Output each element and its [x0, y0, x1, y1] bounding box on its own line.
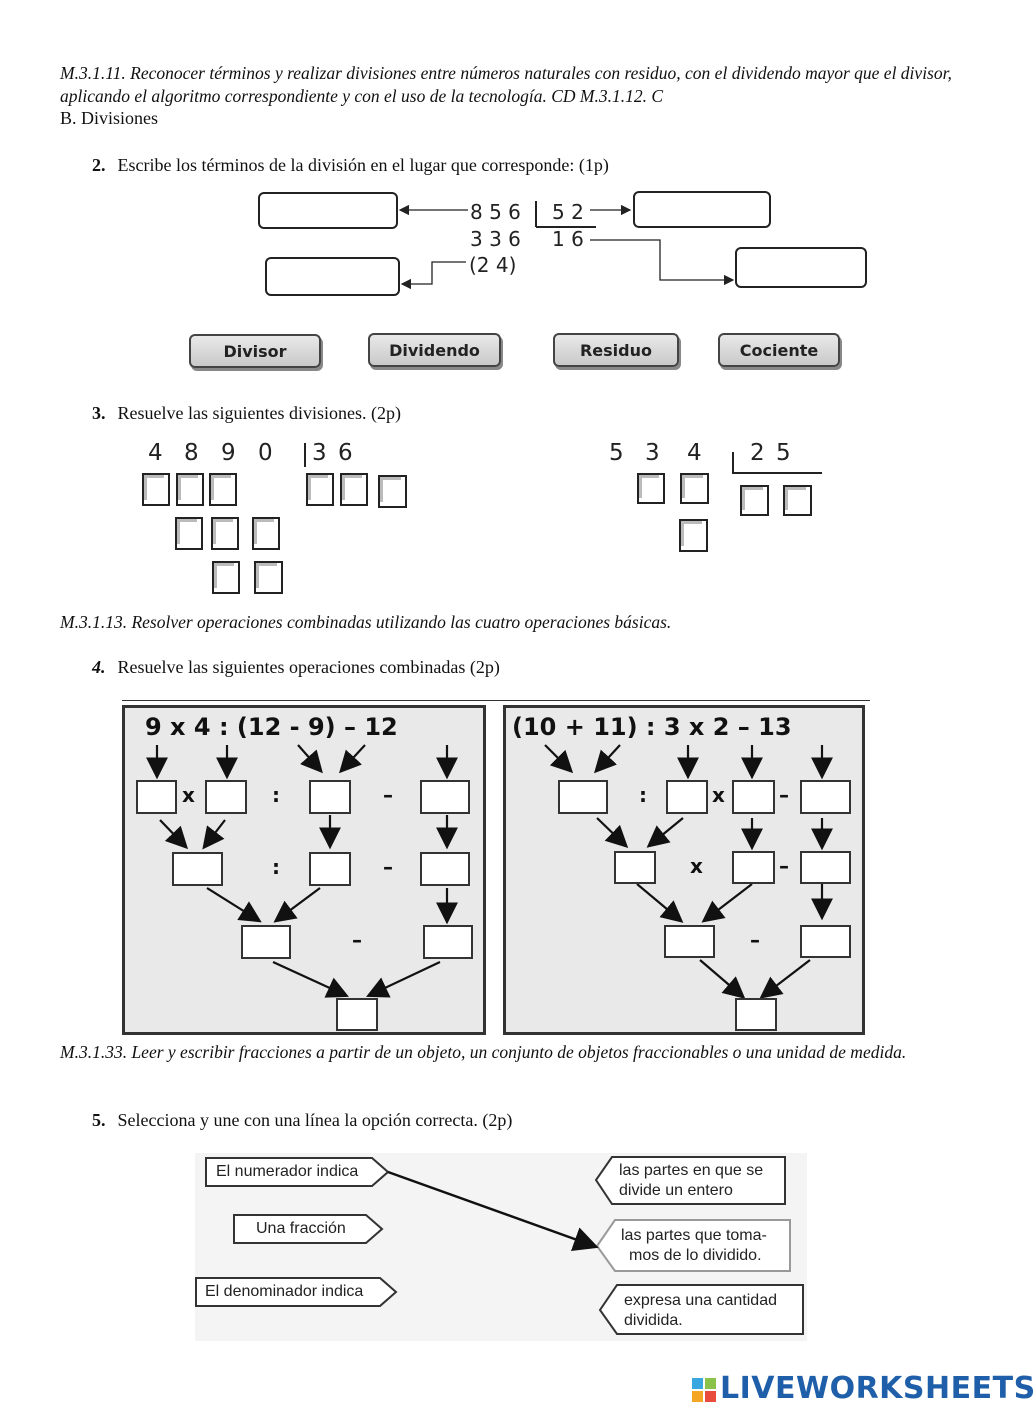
match-right-2[interactable]: [621, 1226, 767, 1266]
left-dividend-digit: 0: [258, 440, 273, 466]
right-dividend-digit: 4: [687, 440, 702, 466]
op-times: x: [690, 854, 703, 878]
right-divisor: 2 5: [750, 440, 791, 466]
learning-standard-2: M.3.1.13. Resolver operaciones combinadas utilizando las cuatro operaciones básicas.: [60, 612, 672, 632]
option-dividendo[interactable]: Dividendo: [368, 333, 501, 367]
learning-standard-3: M.3.1.33. Leer y escribir fracciones a partir de un objeto, un conjunto de objetos fraccionables o una unidad de medida.: [60, 1042, 907, 1062]
left-dividend-digit: 9: [221, 440, 236, 466]
partial-336: 3 3 6: [470, 227, 521, 251]
op-times: x: [712, 783, 725, 807]
option-divisor[interactable]: Divisor: [189, 334, 321, 368]
learning-standard-1: M.3.1.11. Reconocer términos y realizar divisiones entre números naturales con residuo, con el dividendo mayor que el divisor, aplicando el algoritmo correspondiente y con el uso de la tecnología. CD M.3.1.12. C: [60, 63, 952, 106]
match-left-2[interactable]: Una fracción: [256, 1220, 346, 1237]
right-dividend-digit: 3: [645, 440, 660, 466]
op-divide: :: [272, 855, 280, 879]
left-divisor: 3 6: [312, 440, 353, 466]
residue-24: (2 4): [469, 253, 517, 277]
op-minus: –: [383, 783, 393, 807]
question-5-number: 5.: [92, 1110, 106, 1130]
match-right-3[interactable]: [624, 1291, 777, 1331]
question-3-number: 3.: [92, 403, 106, 423]
expression-left: 9 x 4 : (12 - 9) – 12: [145, 713, 398, 741]
section-title: B. Divisiones: [60, 108, 159, 128]
question-2-number: 2.: [92, 155, 106, 175]
op-divide: :: [639, 783, 647, 807]
expression-right: (10 + 11) : 3 x 2 – 13: [512, 713, 792, 741]
op-minus: –: [779, 854, 789, 878]
op-minus: –: [779, 783, 789, 807]
op-times: x: [182, 783, 195, 807]
left-dividend-digit: 8: [184, 440, 199, 466]
question-3-text: Resuelve las siguientes divisiones. (2p): [117, 403, 401, 423]
option-residuo[interactable]: Residuo: [553, 333, 679, 367]
right-dividend-digit: 5: [609, 440, 624, 466]
divisor-52: 5 2: [552, 200, 584, 224]
match-right-2-line-1: las partes que toma-: [621, 1227, 767, 1244]
question-4-text: Resuelve las siguientes operaciones combinadas (2p): [117, 657, 500, 677]
question-2-text: Escribe los términos de la división en el lugar que corresponde: (1p): [117, 155, 609, 175]
match-right-3-line-1: expresa una cantidad: [624, 1292, 777, 1309]
liveworksheets-logo: LIVEWORKSHEETS: [720, 1371, 1036, 1406]
liveworksheets-logo-icon: [692, 1378, 716, 1402]
op-minus: –: [750, 928, 760, 952]
quotient-16: 1 6: [552, 227, 584, 251]
question-5-text: Selecciona y une con una línea la opción correcta. (2p): [117, 1110, 513, 1130]
match-left-1[interactable]: El numerador indica: [216, 1163, 359, 1180]
match-right-2-line-2: mos de lo dividido.: [629, 1247, 762, 1264]
match-left-3[interactable]: El denominador indica: [205, 1283, 364, 1300]
match-right-1[interactable]: [619, 1161, 763, 1201]
match-right-1-line-2: divide un entero: [619, 1182, 733, 1199]
match-right-1-line-1: las partes en que se: [619, 1162, 764, 1179]
match-right-3-line-2: dividida.: [624, 1312, 683, 1329]
left-dividend-digit: 4: [148, 440, 163, 466]
op-divide: :: [272, 783, 280, 807]
question-4-number: 4.: [92, 657, 106, 677]
dividend-856: 8 5 6: [470, 200, 521, 224]
option-cociente[interactable]: Cociente: [718, 333, 840, 367]
op-minus: –: [383, 855, 393, 879]
op-minus: –: [352, 928, 362, 952]
